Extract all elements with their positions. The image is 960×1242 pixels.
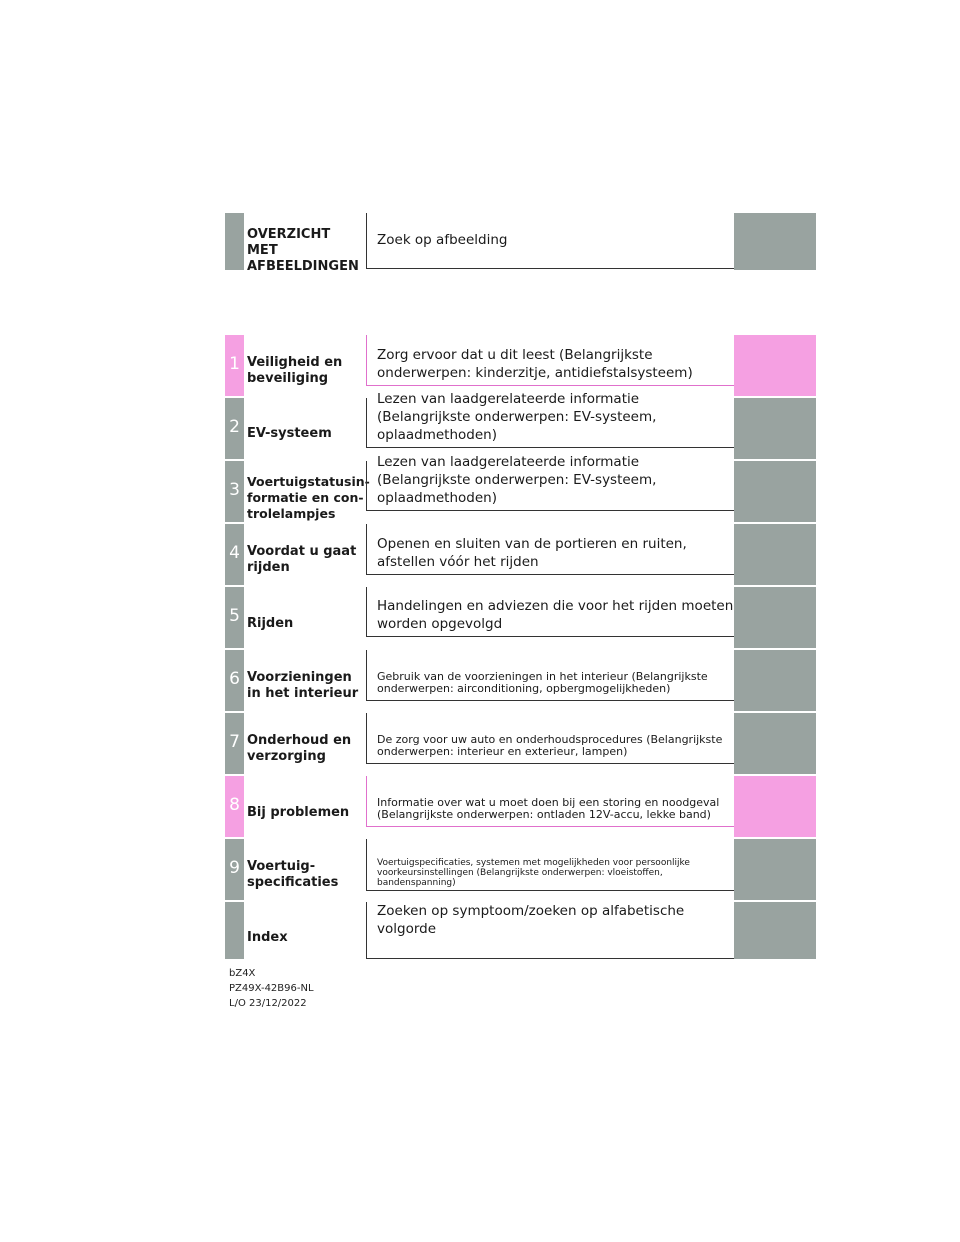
chapter-description[interactable]: Openen en sluiten van de portieren en ruiten, afstellen vóór het rijden <box>366 524 734 575</box>
chapter-description[interactable]: Handelingen en adviezen die voor het rijden moeten worden opgevolgd <box>366 587 734 637</box>
footer-date: L/O 23/12/2022 <box>229 998 307 1009</box>
chapter-tab[interactable] <box>734 650 816 711</box>
chapter-tab[interactable] <box>734 776 816 837</box>
chapter-description[interactable]: Gebruik van de voorzieningen in het interieur (Belangrijkste onderwerpen: airconditioning, opbergmogelijkheden) <box>366 650 734 701</box>
chapter-tab[interactable] <box>734 713 816 774</box>
chapter-row-3[interactable] <box>225 454 816 522</box>
chapter-number: 4 <box>225 524 244 585</box>
chapter-row-1[interactable] <box>225 335 816 396</box>
header-title[interactable]: OVERZICHT MET AFBEELDINGEN <box>247 227 359 274</box>
chapter-number: 2 <box>225 398 244 459</box>
chapter-tab[interactable] <box>734 398 816 459</box>
chapter-title[interactable]: Voertuigstatusin-formatie en con-trolelampjes <box>247 474 370 521</box>
footer-code: PZ49X-42B96-NL <box>229 983 314 994</box>
chapter-title[interactable]: Voorzieningen in het interieur <box>247 670 359 701</box>
chapter-description[interactable]: De zorg voor uw auto en onderhoudsprocedures (Belangrijkste onderwerpen: interieur en exterieur, lampen) <box>366 713 734 764</box>
index-left-bar <box>225 902 244 959</box>
chapter-title[interactable]: EV-systeem <box>247 426 332 441</box>
chapter-row-4[interactable] <box>225 524 816 585</box>
chapter-title[interactable]: Bij problemen <box>247 805 350 820</box>
chapter-row-2[interactable] <box>225 391 816 459</box>
index-title[interactable]: Index <box>247 930 288 945</box>
header-row <box>225 213 816 274</box>
chapter-title[interactable]: Voordat u gaat rijden <box>247 544 357 575</box>
chapter-tab[interactable] <box>734 335 816 396</box>
chapter-number: 1 <box>225 335 244 396</box>
chapter-tab[interactable] <box>734 587 816 648</box>
footer-model: bZ4X <box>229 968 256 979</box>
chapter-tab[interactable] <box>734 839 816 900</box>
chapter-title[interactable]: Veiligheid en beveiliging <box>247 355 343 386</box>
header-left-bar <box>225 213 244 270</box>
chapter-row-5[interactable] <box>225 587 816 648</box>
chapter-number: 9 <box>225 839 244 900</box>
chapter-tab[interactable] <box>734 524 816 585</box>
chapter-number: 7 <box>225 713 244 774</box>
chapter-title[interactable]: Voertuig-specificaties <box>247 859 339 890</box>
chapter-description[interactable]: Informatie over wat u moet doen bij een storing en noodgeval (Belangrijkste onderwerpen: ontladen 12V-accu, lekke band) <box>366 776 734 827</box>
chapter-tab[interactable] <box>734 461 816 522</box>
chapter-row-7[interactable] <box>225 713 816 774</box>
document-footer <box>229 966 314 1011</box>
chapter-description[interactable]: Lezen van laadgerelateerde informatie (Belangrijkste onderwerpen: EV-systeem, oplaadmethoden) <box>366 398 734 448</box>
chapter-number: 5 <box>225 587 244 648</box>
chapter-number: 6 <box>225 650 244 711</box>
chapter-number: 3 <box>225 461 244 522</box>
chapter-description[interactable]: Zorg ervoor dat u dit leest (Belangrijkste onderwerpen: kinderzitje, antidiefstalsysteem) <box>366 335 734 386</box>
chapter-description[interactable]: Lezen van laadgerelateerde informatie (Belangrijkste onderwerpen: EV-systeem, oplaadmethoden) <box>366 461 734 511</box>
chapter-row-8[interactable] <box>225 776 816 837</box>
header-description[interactable]: Zoek op afbeelding <box>366 213 734 269</box>
chapter-description[interactable]: Voertuigspecificaties, systemen met mogelijkheden voor persoonlijke voorkeursinstellingen (Belangrijkste onderwerpen: vloeistoffen, bandenspanning) <box>366 839 734 891</box>
index-row[interactable] <box>225 902 816 959</box>
chapter-row-9[interactable] <box>225 839 816 900</box>
chapter-number: 8 <box>225 776 244 837</box>
chapter-row-6[interactable] <box>225 650 816 711</box>
chapter-title[interactable]: Rijden <box>247 616 294 631</box>
index-tab[interactable] <box>734 902 816 959</box>
header-tab[interactable] <box>734 213 816 270</box>
chapter-title[interactable]: Onderhoud en verzorging <box>247 733 352 764</box>
index-description[interactable]: Zoeken op symptoom/zoeken op alfabetische volgorde <box>366 902 734 959</box>
